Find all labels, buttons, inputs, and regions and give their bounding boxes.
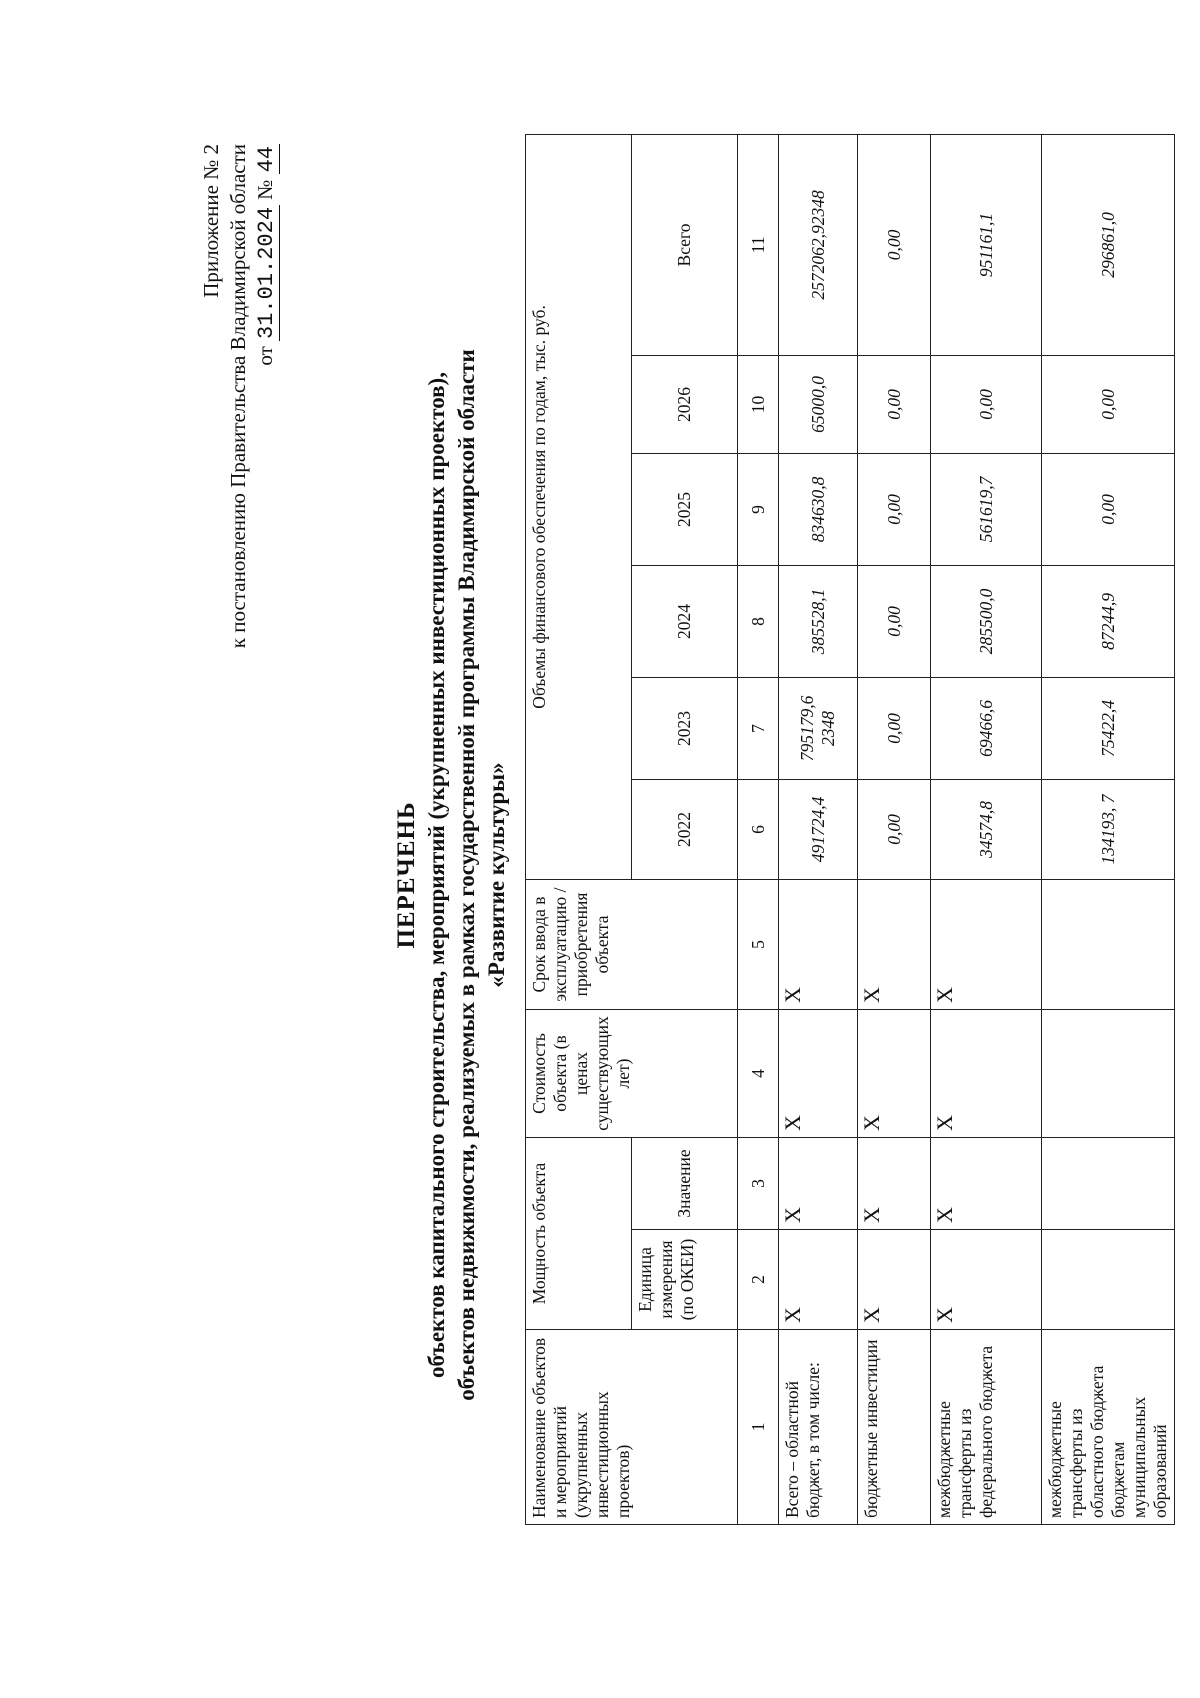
cell-unit: X: [931, 1230, 1042, 1330]
cell-cost: X: [858, 1009, 931, 1137]
cell-2023: 69466,6: [931, 677, 1042, 779]
table-header-row-2: [632, 134, 738, 1524]
column-index-row: [738, 134, 779, 1524]
header-name: Наименование объектов и мероприятий (укрупненных инвестиционных проектов): [526, 1330, 738, 1525]
cell-term: X: [931, 879, 1042, 1009]
cell-unit: [1042, 1230, 1175, 1330]
column-index: 2: [738, 1230, 779, 1330]
title-line-3: объектов недвижимости, реализуемых в рамках государственной программы Владимирской области: [454, 349, 479, 1401]
column-index: 10: [738, 355, 779, 453]
cell-unit: X: [779, 1230, 858, 1330]
row-name: Всего – областной бюджет, в том числе:: [779, 1330, 858, 1525]
cell-2023: 795179,6 2348: [779, 677, 858, 779]
appendix-number: Приложение № 2: [199, 144, 223, 298]
cell-2026: 65000,0: [779, 355, 858, 453]
table-row: [858, 134, 931, 1524]
row-name: межбюджетные трансферты из областного бюджета бюджетам муниципальных образований: [1042, 1330, 1175, 1525]
cell-2025: 561619,7: [931, 453, 1042, 565]
cell-2026: 0,00: [1042, 355, 1175, 453]
title-line-2: объектов капитального строительства, мероприятий (укрупненных инвестиционных проектов),: [424, 372, 449, 1378]
column-index: 8: [738, 565, 779, 677]
cell-2024: 285500,0: [931, 565, 1042, 677]
appendix-date-line: [252, 144, 280, 944]
row-name: межбюджетные трансферты из федерального бюджета: [931, 1330, 1042, 1525]
header-year-2024: 2024: [632, 565, 738, 677]
column-index: 7: [738, 677, 779, 779]
cell-2025: 834630,8: [779, 453, 858, 565]
cell-total: 2572062,92348: [779, 134, 858, 355]
table-row: [931, 134, 1042, 1524]
decree-date: 31.01.2024: [254, 206, 279, 339]
number-prefix: №: [253, 179, 277, 200]
header-year-2023: 2023: [632, 677, 738, 779]
table-header-row-1: [526, 134, 632, 1524]
row-name: бюджетные инвестиции: [858, 1330, 931, 1525]
cell-cost: X: [779, 1009, 858, 1137]
cell-2024: 385528,1: [779, 565, 858, 677]
decree-number: 44: [254, 146, 279, 173]
table-row: [1042, 134, 1175, 1524]
header-unit: Единица измерения (по ОКЕИ): [632, 1230, 738, 1330]
header-financing: Объемы финансового обеспечения по годам, тыс. руб.: [526, 134, 632, 879]
cell-unit: X: [858, 1230, 931, 1330]
cell-2026: 0,00: [858, 355, 931, 453]
header-total: Всего: [632, 134, 738, 355]
column-index: 1: [738, 1330, 779, 1525]
cell-term: [1042, 879, 1175, 1009]
title-line-4: «Развитие культуры»: [484, 762, 509, 988]
table-row: [779, 134, 858, 1524]
cell-2023: 75422,4: [1042, 677, 1175, 779]
rotated-document-page: [20, 70, 1170, 1680]
cell-2025: 0,00: [1042, 453, 1175, 565]
header-year-2026: 2026: [632, 355, 738, 453]
cell-2022: 0,00: [858, 779, 931, 879]
date-prefix: от: [253, 346, 277, 366]
cell-total: 296861,0: [1042, 134, 1175, 355]
header-term: Срок ввода в эксплуатацию / приобретения объекта: [526, 879, 738, 1009]
cell-2025: 0,00: [858, 453, 931, 565]
cell-2022: 491724,4: [779, 779, 858, 879]
column-index: 3: [738, 1137, 779, 1229]
header-year-2022: 2022: [632, 779, 738, 879]
header-year-2025: 2025: [632, 453, 738, 565]
header-capacity: Мощность объекта: [526, 1137, 632, 1329]
cell-value: X: [858, 1137, 931, 1229]
header-cost: Стоимость объекта (в ценах существующих лет): [526, 1009, 738, 1137]
cell-value: [1042, 1137, 1175, 1229]
header-value: Значение: [632, 1137, 738, 1229]
objects-table: [525, 134, 1175, 1525]
cell-2026: 0,00: [931, 355, 1042, 453]
appendix-decree: к постановлению Правительства Владимирской области: [226, 144, 250, 649]
document-title: [392, 70, 512, 1680]
cell-2024: 87244,9: [1042, 565, 1175, 677]
cell-cost: [1042, 1009, 1175, 1137]
column-index: 9: [738, 453, 779, 565]
cell-value: X: [779, 1137, 858, 1229]
cell-total: 951161,1: [931, 134, 1042, 355]
column-index: 6: [738, 779, 779, 879]
cell-2022: 34574,8: [931, 779, 1042, 879]
appendix-header: [198, 144, 280, 944]
cell-term: X: [779, 879, 858, 1009]
cell-cost: X: [931, 1009, 1042, 1137]
cell-total: 0,00: [858, 134, 931, 355]
column-index: 5: [738, 879, 779, 1009]
cell-2023: 0,00: [858, 677, 931, 779]
cell-term: X: [858, 879, 931, 1009]
cell-2024: 0,00: [858, 565, 931, 677]
cell-2022: 134193, 7: [1042, 779, 1175, 879]
title-line-1: ПЕРЕЧЕНЬ: [393, 801, 420, 949]
column-index: 4: [738, 1009, 779, 1137]
column-index: 11: [738, 134, 779, 355]
cell-value: X: [931, 1137, 1042, 1229]
